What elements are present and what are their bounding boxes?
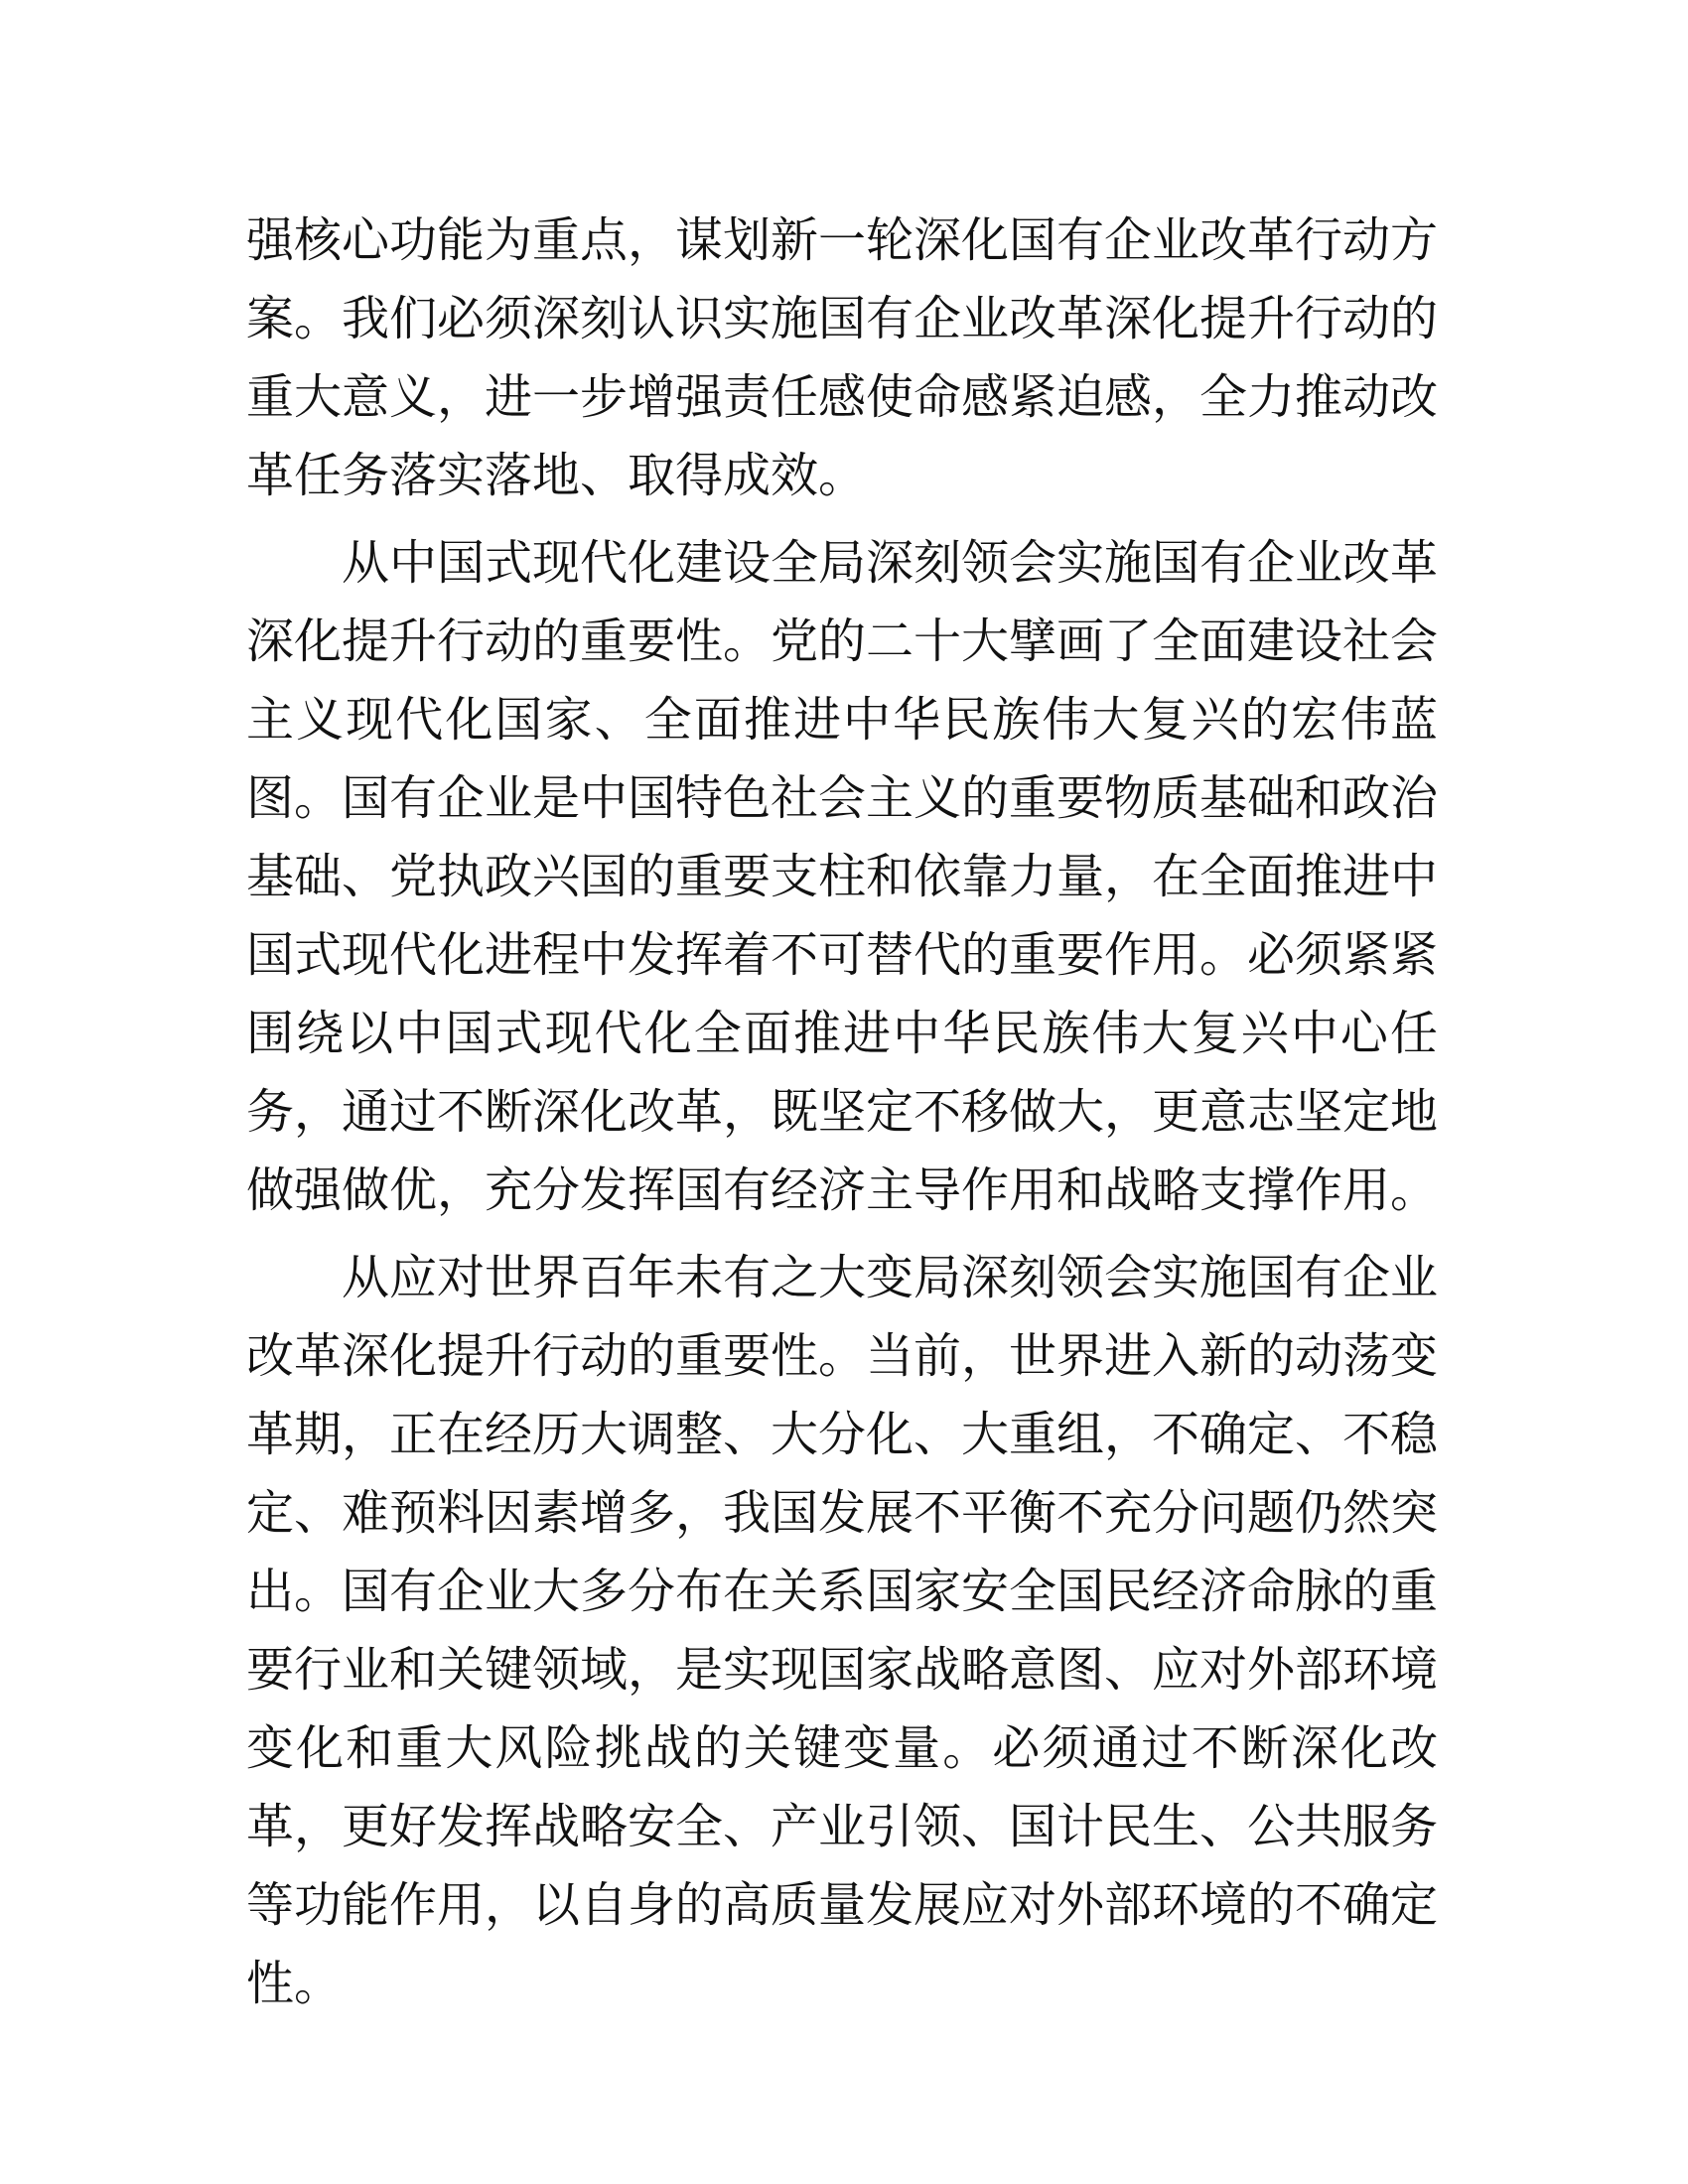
paragraph-global-changes: 从应对世界百年未有之大变局深刻领会实施国有企业改革深化提升行动的重要性。当前，世界进入新的动荡变革期，正在经历大调整、大分化、大重组，不确定、不稳定、难预料因素增多，我国发展不平衡不充分问题仍然突出。国有企业大多分布在关系国家安全国民经济命脉的重要行业和关键领域，是实现国家战略意图、应对外部环境变化和重大风险挑战的关键变量。必须通过不断深化改革，更好发挥战略安全、产业引领、国计民生、公共服务等功能作用，以自身的高质量发展应对外部环境的不确定性。 [246,1250,1439,2011]
paragraph-continued: 强核心功能为重点，谋划新一轮深化国有企业改革行动方案。我们必须深刻认识实施国有企业改革深化提升行动的重大意义，进一步增强责任感使命感紧迫感，全力推动改革任务落实落地、取得成效。 [246,212,1439,503]
paragraph-modernization: 从中国式现代化建设全局深刻领会实施国有企业改革深化提升行动的重要性。党的二十大擘画了全面建设社会主义现代化国家、全面推进中华民族伟大复兴的宏伟蓝图。国有企业是中国特色社会主义的重要物质基础和政治基础、党执政兴国的重要支柱和依靠力量，在全面推进中国式现代化进程中发挥着不可替代的重要作用。必须紧紧围绕以中国式现代化全面推进中华民族伟大复兴中心任务，通过不断深化改革，既坚定不移做大，更意志坚定地做强做优，充分发挥国有经济主导作用和战略支撑作用。 [246,535,1439,1218]
document-body [246,202,1438,2032]
